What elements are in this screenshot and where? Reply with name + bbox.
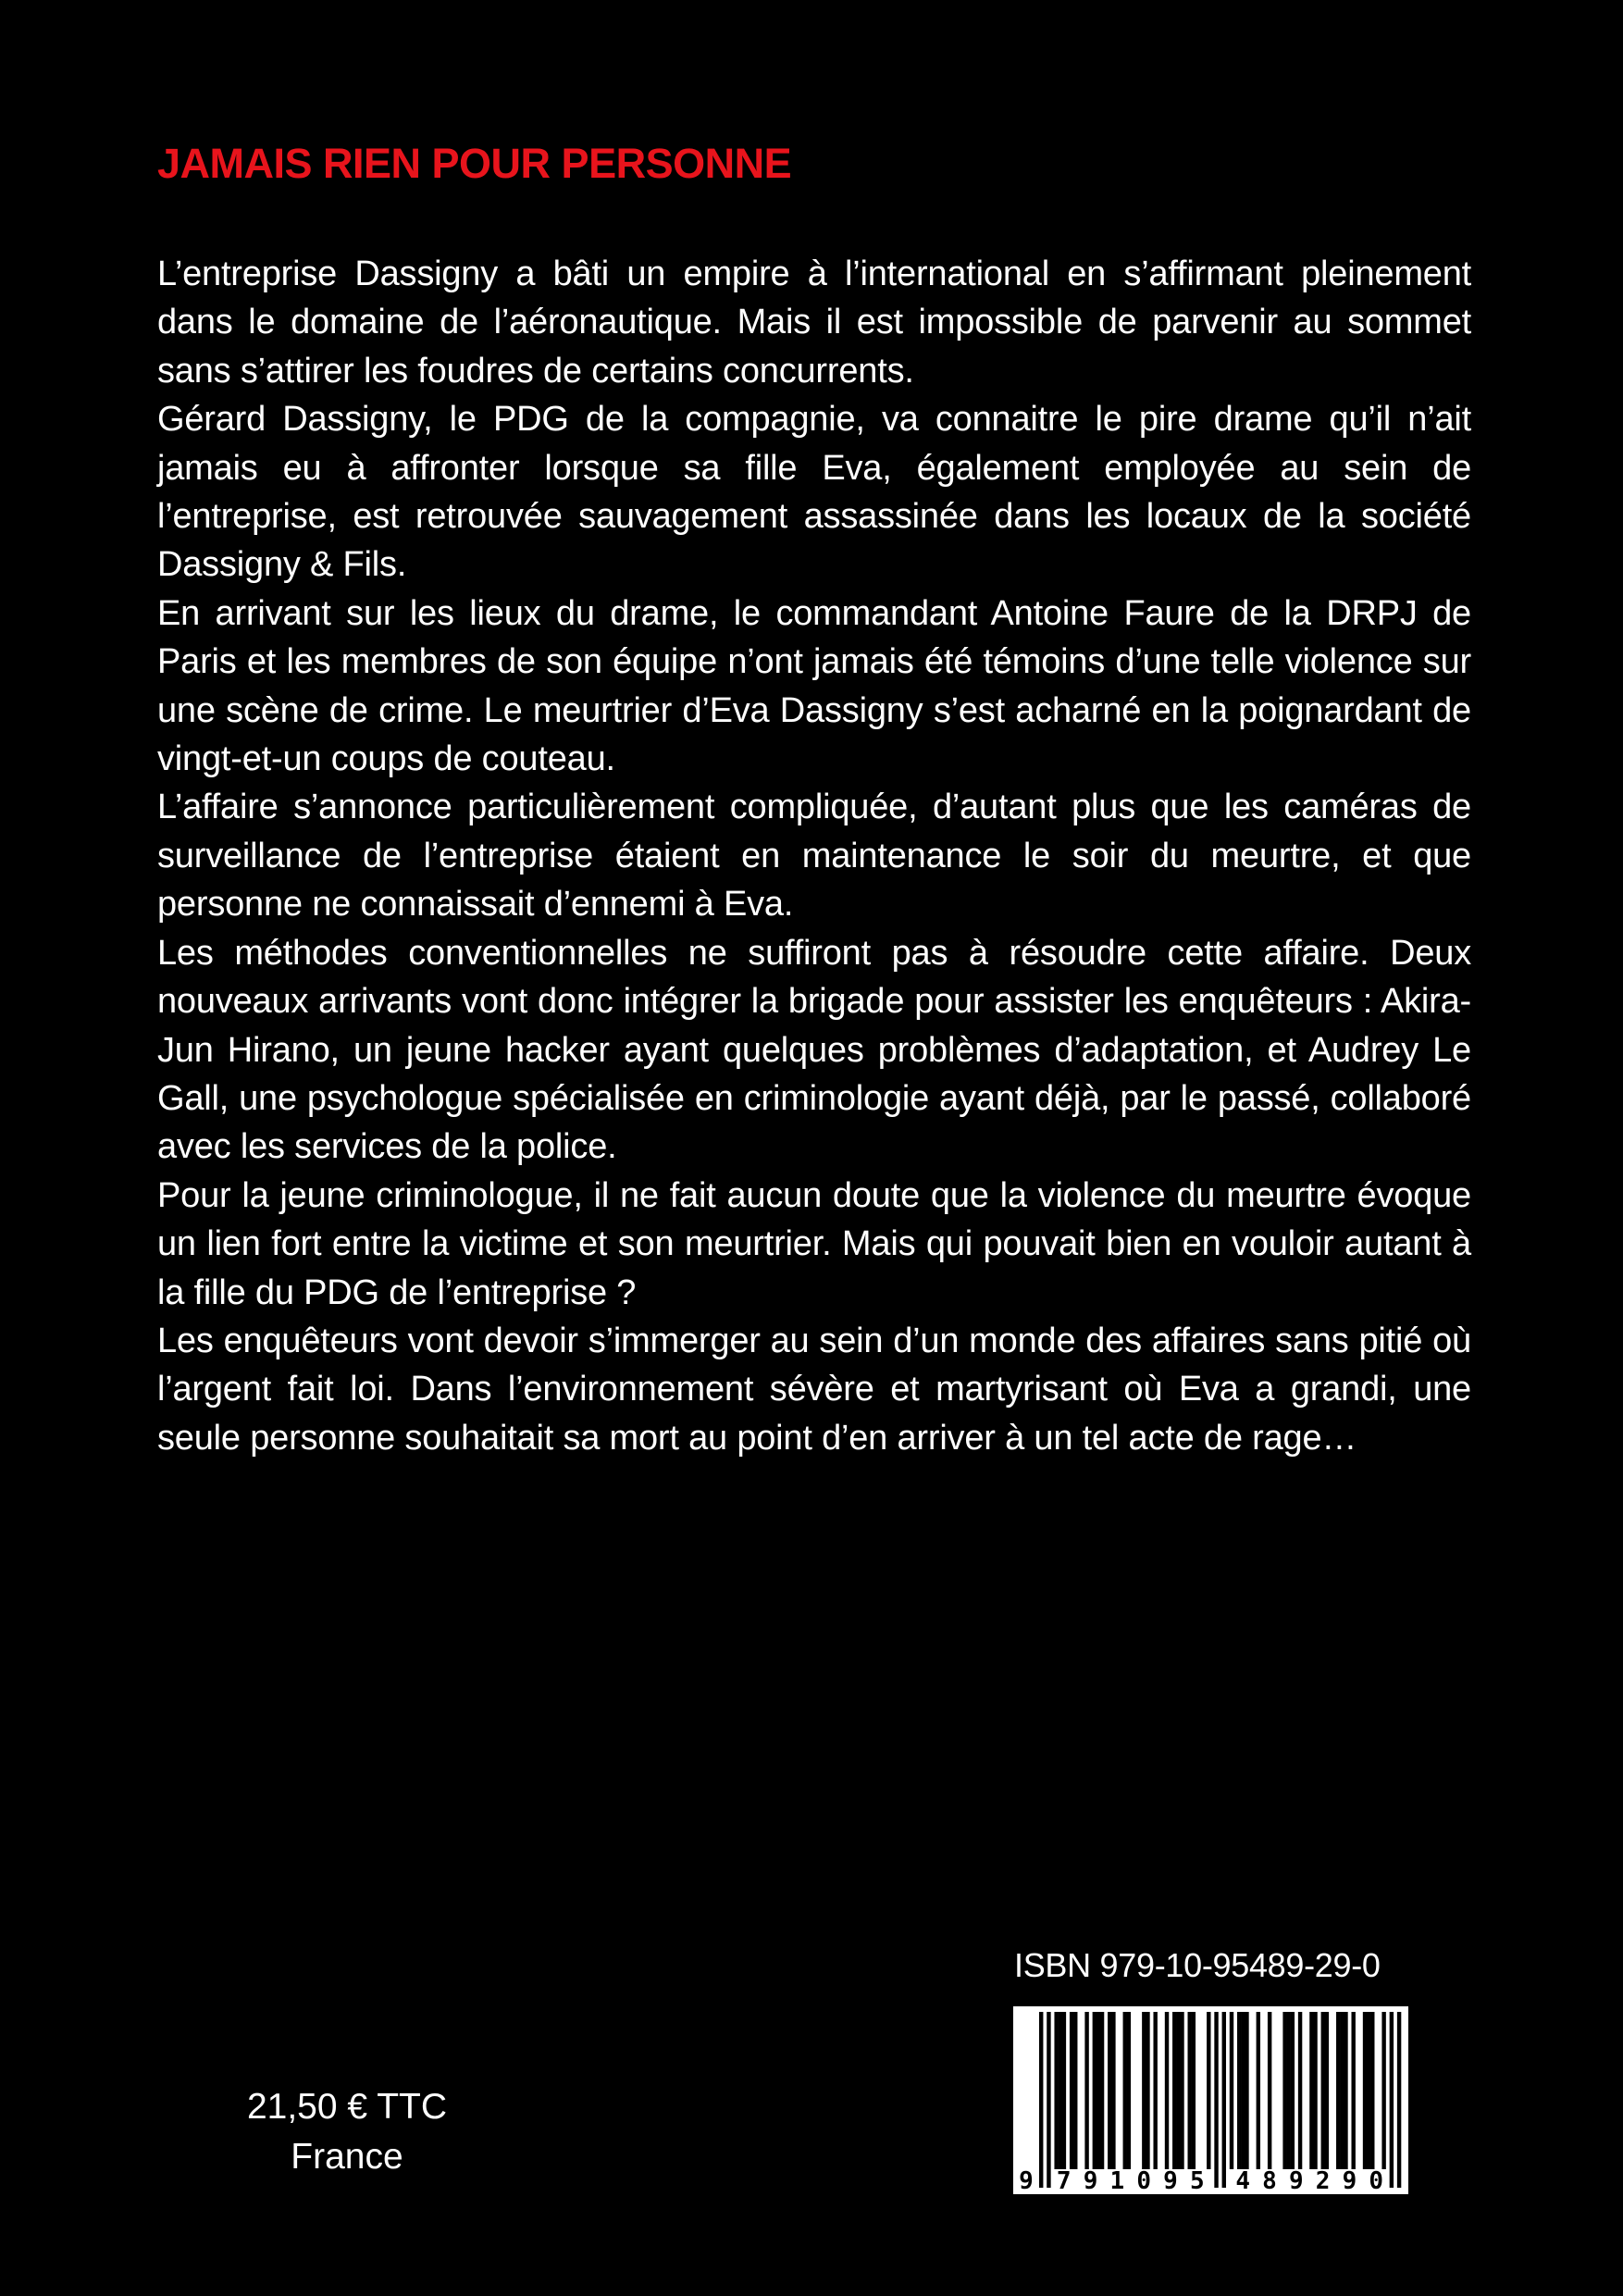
- blurb-paragraph: Pour la jeune criminologue, il ne fait aucun doute que la violence du meurtre évoque un lien fort entre la victime et son meurtrier. Mais qui pouvait bien en vouloir autant à la fille du PDG de l’entreprise ?: [157, 1175, 1471, 1312]
- barcode-bar: [1093, 2012, 1096, 2169]
- barcode-bar: [1268, 2012, 1271, 2169]
- price-amount: 21,50 € TTC: [246, 2087, 448, 2127]
- barcode-bar: [1207, 2012, 1210, 2169]
- blurb-paragraph: Gérard Dassigny, le PDG de la compagnie, va connaitre le pire drame qu’il n’ait jamais eu à affronter lorsque sa fille Eva, également employée au sein de l’entreprise, est retrouvée sauvagement assassinée dans les locaux de la société Dassigny & Fils.: [157, 400, 1471, 585]
- barcode-bar: [1282, 2012, 1286, 2169]
- barcode-bar: [1180, 2012, 1183, 2169]
- barcode-bar: [1325, 2012, 1329, 2169]
- barcode-digit: 5: [1189, 2167, 1205, 2194]
- barcode-bar: [1230, 2012, 1233, 2169]
- barcode-digit: 0: [1369, 2167, 1384, 2194]
- barcode-digit: 7: [1056, 2167, 1072, 2194]
- barcode-bar: [1172, 2012, 1176, 2169]
- barcode-bar: [1287, 2012, 1291, 2169]
- barcode-bar: [1084, 2012, 1088, 2169]
- blurb-paragraph: L’entreprise Dassigny a bâti un empire à l’international en s’affirmant pleinement dans le domaine de l’aéronautique. Mais il est impossible de parvenir au sommet sans s’attirer les foudres de certains concurrents.: [157, 254, 1471, 391]
- blurb-paragraph: Les méthodes conventionnelles ne suffiront pas à résoudre cette affaire. Deux nouveaux arrivants vont donc intégrer la brigade pour assister les enquêteurs : Akira-Jun Hirano, un jeune hacker ayant quelques problèmes d’adaptation, et Audrey Le Gall, une psychologue spécialisée en criminologie ayant déjà, par le passé, collaboré avec les services de la police.: [157, 933, 1471, 1167]
- barcode-bar: [1039, 2012, 1043, 2188]
- isbn-barcode: [1013, 2006, 1408, 2194]
- book-title: JAMAIS RIEN POUR PERSONNE: [157, 140, 792, 187]
- barcode-bar: [1340, 2012, 1344, 2169]
- barcode-bar: [1336, 2012, 1340, 2169]
- barcode-digit: 8: [1262, 2167, 1277, 2194]
- barcode-bar: [1192, 2012, 1196, 2169]
- barcode-bar: [1298, 2012, 1302, 2169]
- barcode-bar: [1047, 2012, 1050, 2188]
- barcode-bar: [1188, 2012, 1192, 2169]
- barcode-bar: [1070, 2012, 1073, 2169]
- barcode-bar: [1054, 2012, 1058, 2169]
- barcode-bar: [1062, 2012, 1066, 2169]
- barcode-graphic: [1013, 2006, 1408, 2194]
- barcode-bar: [1321, 2012, 1325, 2169]
- price-country: France: [291, 2137, 403, 2177]
- barcode-bar: [1241, 2012, 1245, 2169]
- barcode-bar: [1123, 2012, 1127, 2169]
- barcode-bar: [1291, 2012, 1295, 2169]
- price-block: [213, 2082, 481, 2182]
- barcode-bar: [1142, 2012, 1146, 2169]
- barcode-bar: [1370, 2012, 1374, 2169]
- barcode-bar: [1214, 2012, 1218, 2188]
- blurb-paragraph: En arrivant sur les lieux du drame, le commandant Antoine Faure de la DRPJ de Paris et les membres de son équipe n’ont jamais été témoins d’une telle violence sur une scène de crime. Le meurtrier d’Eva Dassigny s’est acharné en la poignardant de vingt-et-un coups de couteau.: [157, 593, 1471, 779]
- barcode-bar: [1397, 2012, 1401, 2188]
- barcode-bar: [1111, 2012, 1115, 2169]
- barcode-bar: [1222, 2012, 1226, 2188]
- blurb-paragraph: Les enquêteurs vont devoir s’immerger au sein d’un monde des affaires sans pitié où l’argent fait loi. Dans l’environnement sévère et martyrisant où Eva a grandi, une seule personne souhaitait sa mort au point d’en arriver à un tel acte de rage…: [157, 1321, 1471, 1458]
- barcode-digit: 1: [1109, 2167, 1125, 2194]
- barcode-bar: [1245, 2012, 1248, 2169]
- barcode-bar: [1100, 2012, 1104, 2169]
- blurb-paragraph: L’affaire s’annonce particulièrement compliquée, d’autant plus que les caméras de surveillance de l’entreprise étaient en maintenance le soir du meurtre, et que personne ne connaissait d’ennemi à Eva.: [157, 788, 1471, 925]
- barcode-bar: [1096, 2012, 1100, 2169]
- barcode-digit: 9: [1342, 2167, 1357, 2194]
- barcode-digit: 4: [1235, 2167, 1251, 2194]
- barcode-bar: [1059, 2012, 1062, 2169]
- barcode-bar: [1073, 2012, 1077, 2169]
- barcode-bar: [1153, 2012, 1157, 2169]
- barcode-digit: 9: [1083, 2167, 1098, 2194]
- barcode-digit: 2: [1315, 2167, 1331, 2194]
- barcode-bar: [1127, 2012, 1131, 2169]
- isbn-label: ISBN 979-10-95489-29-0: [1014, 1946, 1381, 1984]
- barcode-bar: [1176, 2012, 1180, 2169]
- barcode-bar: [1381, 2012, 1385, 2169]
- barcode-bar: [1390, 2012, 1394, 2188]
- barcode-bar: [1351, 2012, 1355, 2169]
- barcode-bar: [1313, 2012, 1317, 2169]
- barcode-bar: [1257, 2012, 1260, 2169]
- barcode-digit: 9: [1163, 2167, 1178, 2194]
- barcode-bar: [1237, 2012, 1241, 2169]
- barcode-digit: 9: [1288, 2167, 1304, 2194]
- barcode-digit: 9: [1019, 2167, 1034, 2194]
- back-cover-blurb: [157, 250, 1471, 1462]
- barcode-bar: [1344, 2012, 1347, 2169]
- barcode-bar: [1363, 2012, 1367, 2169]
- barcode-bar: [1108, 2012, 1111, 2169]
- barcode-bar: [1367, 2012, 1370, 2169]
- barcode-bar: [1309, 2012, 1313, 2169]
- barcode-digit: 0: [1136, 2167, 1152, 2194]
- barcode-bar: [1146, 2012, 1149, 2169]
- barcode-bar: [1165, 2012, 1169, 2169]
